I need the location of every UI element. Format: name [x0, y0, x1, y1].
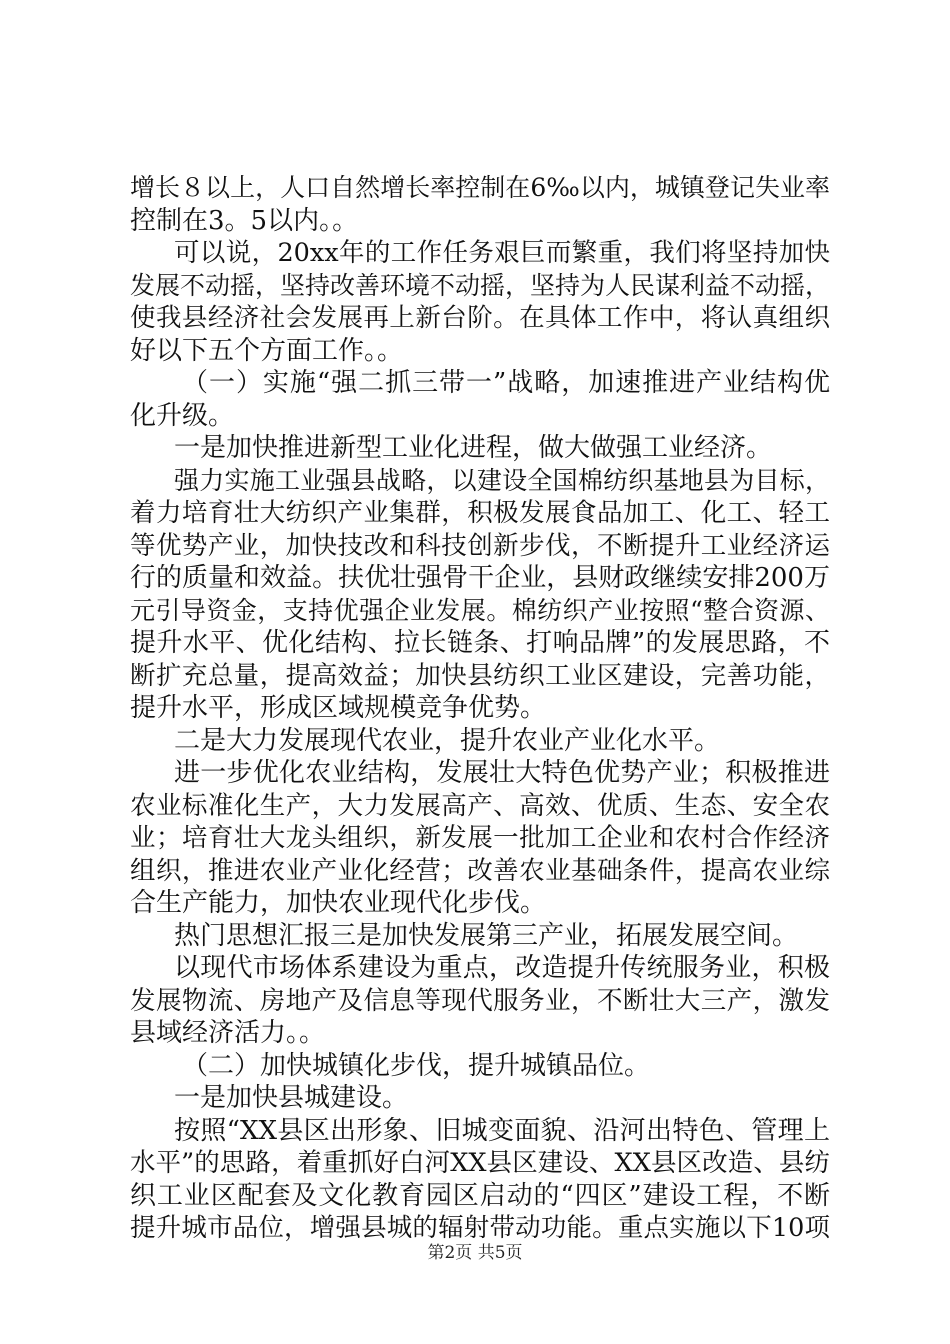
text-line: 化升级。 — [130, 400, 235, 431]
text-line: 进一步优化农业结构，发展壮大特色优势产业；积极推进 — [174, 758, 830, 788]
text-line: 使我县经济社会发展再上新台阶。在具体工作中，将认真组织 — [130, 303, 830, 333]
text-line: 断扩充总量，提高效益；加快县纺织工业区建设，完善功能， — [130, 660, 830, 691]
text-line: （二）加快城镇化步伐，提升城镇品位。 — [182, 1050, 651, 1081]
text-line: 以现代市场体系建设为重点，改造提升传统服务业，积极 — [174, 953, 830, 983]
text-line: 发展物流、房地产及信息等现代服务业，不断壮大三产，激发 — [130, 985, 830, 1016]
text-line: 行的质量和效益。扶优壮强骨干企业，县财政继续安排200万 — [130, 563, 830, 593]
text-line: 元引导资金，支持优强企业发展。棉纺织产业按照“整合资源、 — [130, 595, 830, 625]
text-line: 提升城市品位，增强县城的辐射带动功能。重点实施以下10项 — [130, 1213, 830, 1243]
page-footer — [0, 1242, 950, 1264]
text-line: 等优势产业，加快技改和科技创新步伐，不断提升工业经济运 — [130, 530, 830, 561]
text-line: 可以说，20xx年的工作任务艰巨而繁重，我们将坚持加快 — [174, 238, 830, 268]
text-line: 增长８以上，人口自然增长率控制在6‰以内，城镇登记失业率 — [130, 173, 830, 202]
text-line: 农业标准化生产，大力发展高产、高效、优质、生态、安全农 — [130, 790, 830, 821]
text-line: 发展不动摇，坚持改善环境不动摇，坚持为人民谋利益不动摇， — [130, 270, 831, 300]
text-line: 好以下五个方面工作。。 — [130, 335, 404, 366]
text-line: 合生产能力，加快农业现代化步伐。 — [130, 888, 547, 918]
text-line: 提升水平，形成区域规模竞争优势。 — [130, 693, 547, 723]
text-line: 强力实施工业强县战略，以建设全国棉纺织基地县为目标， — [174, 465, 830, 495]
page-number: 第2页 共5页 — [427, 1243, 523, 1263]
text-line: 控制在3。5以内。。 — [130, 205, 359, 236]
text-line: 业；培育壮大龙头组织，新发展一批加工企业和农村合作经济 — [130, 823, 830, 853]
text-line: 二是大力发展现代农业，提升农业产业化水平。 — [174, 725, 721, 756]
text-line: 水平”的思路，着重抓好白河XX县区建设、XX县区改造、县纺 — [130, 1148, 830, 1178]
text-line: 着力培育壮大纺织产业集群，积极发展食品加工、化工、轻工 — [130, 498, 830, 528]
text-line: 一是加快县城建设。 — [174, 1083, 409, 1113]
document-body — [130, 172, 830, 1245]
text-line: （一）实施“强二抓三带一”战略，加速推进产业结构优 — [182, 368, 830, 398]
text-line: 一是加快推进新型工业化进程，做大做强工业经济。 — [174, 433, 773, 463]
text-line: 县域经济活力。。 — [130, 1018, 326, 1048]
text-line: 组织，推进农业产业化经营；改善农业基础条件，提高农业综 — [130, 855, 830, 886]
text-line: 按照“XX县区出形象、旧城变面貌、沿河出特色、管理上 — [174, 1115, 830, 1146]
text-line: 提升水平、优化结构、拉长链条、打响品牌”的发展思路，不 — [130, 628, 830, 658]
text-line: 织工业区配套及文化教育园区启动的“四区”建设工程，不断 — [130, 1180, 830, 1211]
text-line: 热门思想汇报三是加快发展第三产业，拓展发展空间。 — [174, 920, 799, 951]
